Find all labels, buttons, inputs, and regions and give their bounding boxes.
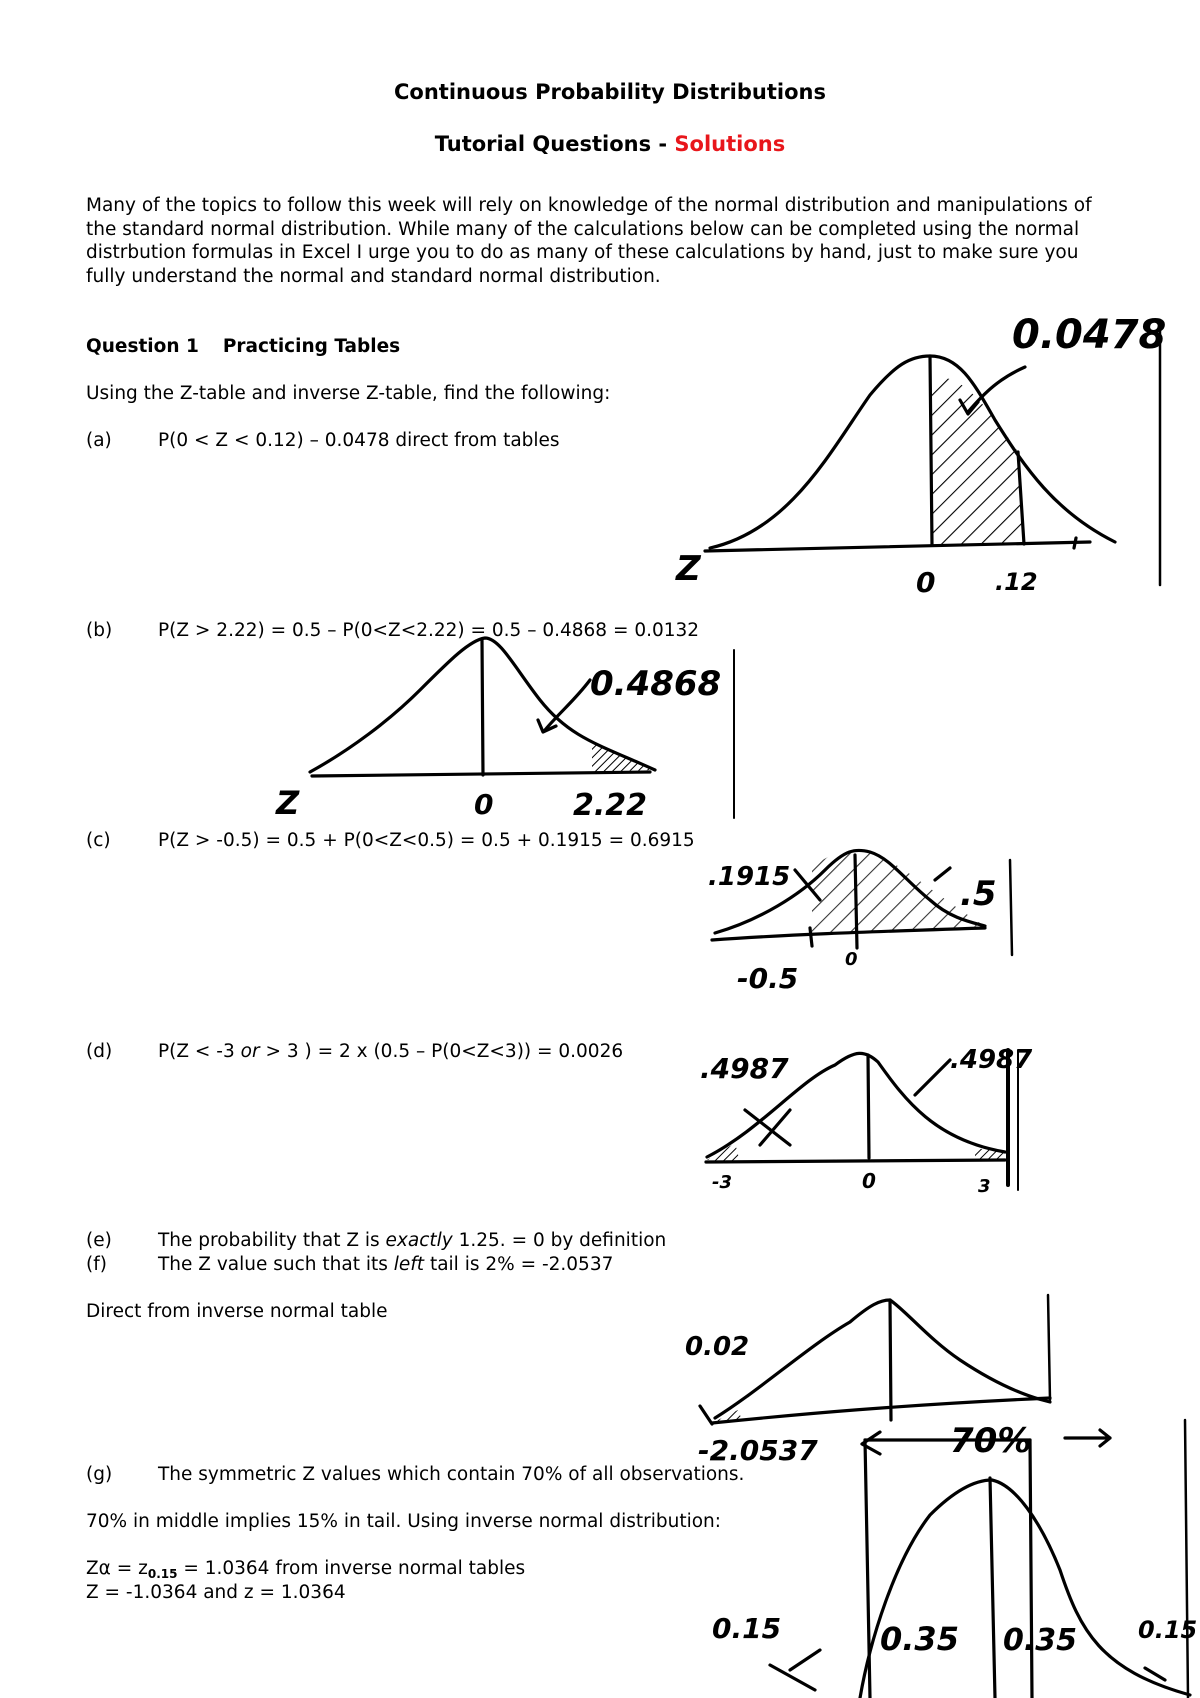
item-b-text: P(Z > 2.22) = 0.5 – P(0<Z<2.22) = 0.5 – 0.4868 = 0.0132 [158, 620, 700, 641]
sketch-g-right-tail: 0.15 [1138, 1616, 1198, 1644]
sketch-annotations [275, 312, 1197, 1658]
sketch-a-shaded [932, 378, 1024, 545]
sketch-d-left-area: .4987 [700, 1052, 789, 1085]
item-e-pre: The probability that Z is [158, 1230, 386, 1251]
sketch-g-left-mid: 0.35 [880, 1620, 959, 1658]
item-f-em: left [393, 1254, 425, 1275]
item-g-note: 70% in middle implies 15% in tail. Using inverse normal distribution: [86, 1511, 721, 1532]
item-a-text: P(0 < Z < 0.12) – 0.0478 direct from tables [158, 430, 560, 451]
sketch-c-point: -0.5 [737, 962, 799, 995]
item-e-em: exactly [385, 1230, 453, 1251]
item-g-line2: Z = -1.0364 and z = 1.0364 [86, 1582, 346, 1603]
sketch-g-left-tail: 0.15 [712, 1612, 782, 1645]
sketch-a-area: 0.0478 [1012, 312, 1167, 358]
question-title: Practicing Tables [222, 336, 401, 357]
item-g-label: (g) [86, 1464, 113, 1485]
item-g-text: The symmetric Z values which contain 70% of all observations. [158, 1464, 745, 1485]
item-c-label: (c) [86, 830, 111, 851]
page-title: Continuous Probability Distributions [394, 80, 826, 104]
item-d-pre: P(Z < -3 [158, 1041, 241, 1062]
item-e-post: 1.25. = 0 by definition [452, 1230, 667, 1251]
sketch-g-right-mid: 0.35 [1003, 1623, 1078, 1658]
g-line1-pre: Zα = z [86, 1558, 148, 1579]
sketch-f-span: 70% [950, 1421, 1032, 1461]
sketch-b-axis: Z [276, 784, 300, 822]
sketch-c-zero: 0 [845, 949, 858, 970]
sketch-a-axis: Z [676, 549, 701, 589]
g-line1-post: = 1.0364 from inverse normal tables [177, 1558, 526, 1579]
item-d-em: or [240, 1041, 260, 1062]
sketch-b-area: 0.4868 [590, 664, 722, 704]
sketch-a-point: .12 [995, 568, 1038, 596]
sketch-b-shaded [592, 742, 652, 772]
sketch-d-zero: 0 [862, 1169, 876, 1193]
item-f-post: tail is 2% = -2.0537 [424, 1254, 614, 1275]
item-d-post: > 3 ) = 2 x (0.5 – P(0<Z<3)) = 0.0026 [259, 1041, 624, 1062]
item-f-pre: The Z value such that its [158, 1254, 394, 1275]
sketch-c-left-area: .1915 [708, 862, 791, 892]
sketch-d-right-point: 3 [978, 1176, 991, 1197]
sketch-d-left-point: -3 [712, 1172, 732, 1193]
item-d-label: (d) [86, 1041, 113, 1062]
sketch-g-curve [770, 1420, 1190, 1698]
item-e-label: (e) [86, 1230, 112, 1251]
item-b-label: (b) [86, 620, 113, 641]
sketch-f-tail: 0.02 [685, 1332, 750, 1362]
sketch-b-zero: 0 [474, 788, 494, 821]
sketch-b-point: 2.22 [573, 788, 648, 823]
subtitle-highlight: Solutions [674, 132, 786, 156]
item-a-label: (a) [86, 430, 112, 451]
g-line1-sub: 0.15 [147, 1567, 178, 1581]
intro-paragraph: Many of the topics to follow this week will rely on knowledge of the normal distribution and manipulations of the standard normal distribution. While many of the calculations below can be completed using the normal distrbution formulas in Excel I urge you to do as many of these calculations by hand, just to make sure you fully understand the normal and standard normal distribution. [86, 195, 1092, 287]
subtitle-prefix: Tutorial Questions - [434, 132, 675, 156]
sketch-a-zero: 0 [916, 566, 936, 599]
sketch-d-right-area: .4987 [950, 1045, 1033, 1075]
question-instruction: Using the Z-table and inverse Z-table, find the following: [86, 383, 611, 404]
item-f-label: (f) [86, 1254, 107, 1275]
item-f-note: Direct from inverse normal table [86, 1301, 388, 1322]
item-c-text: P(Z > -0.5) = 0.5 + P(0<Z<0.5) = 0.5 + 0.1915 = 0.6915 [158, 830, 695, 851]
question-number: Question 1 [86, 336, 199, 357]
sketch-f-point: -2.0537 [698, 1434, 818, 1467]
sketch-c-right-area: .5 [960, 874, 997, 914]
